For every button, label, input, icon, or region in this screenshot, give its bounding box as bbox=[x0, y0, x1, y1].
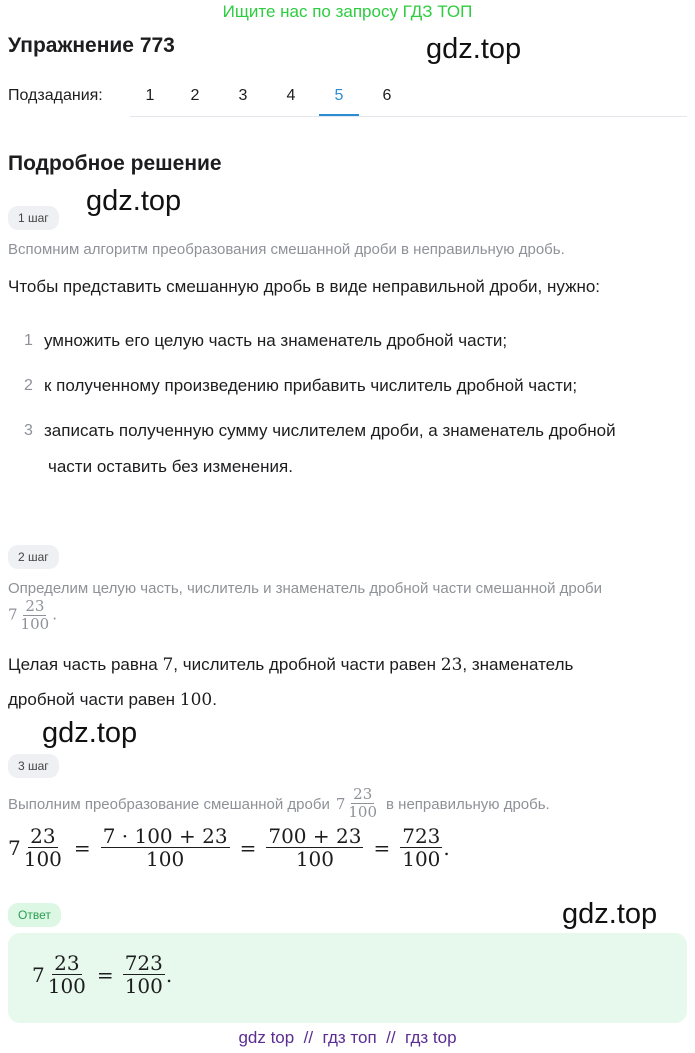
step3-equation: 7 $\frac{23}{100}$ = $\frac{7 \cdot 100 + 23}{100}$ = $\frac{700 + 23}{100}$ = $\frac{723}{100}$ . bbox=[8, 824, 450, 871]
answer-box bbox=[8, 933, 687, 1023]
list-item-1: умножить его целую часть на знаменатель дробной части; bbox=[44, 331, 508, 350]
exercise-title: Упражнение 773 bbox=[8, 34, 175, 57]
step2-hint: Определим целую часть, числитель и знаменатель дробной части смешанной дроби bbox=[8, 580, 603, 597]
answer-badge: Ответ bbox=[8, 903, 61, 927]
step1-hint: Вспомним алгоритм преобразования смешанной дроби в неправильную дробь. bbox=[8, 241, 565, 258]
step2-mixed-fraction: 7 $\frac{23}{100}$ . bbox=[8, 597, 57, 633]
answer-equation: 7 $\frac{23}{100}$ = $\frac{723}{100}$ . bbox=[32, 951, 173, 998]
subtasks-label: Подзадания: bbox=[8, 87, 103, 104]
step2-text-line1: Целая часть равна 7, числитель дробной части равен 23, знаменатель bbox=[8, 655, 574, 675]
step2-text-line2: дробной части равен 100. bbox=[8, 690, 217, 710]
subtasks-tabs bbox=[130, 76, 687, 117]
solution-title: Подробное решение bbox=[8, 152, 222, 175]
subtask-tab-5[interactable]: 5 bbox=[319, 87, 359, 116]
step-badge-2: 2 шаг bbox=[8, 545, 59, 569]
top-banner[interactable]: Ищите нас по запросу ГДЗ ТОП bbox=[222, 2, 473, 21]
subtask-tab-2[interactable]: 2 bbox=[190, 87, 200, 104]
subtask-tab-3[interactable]: 3 bbox=[238, 87, 248, 104]
step-badge-1: 1 шаг bbox=[8, 206, 59, 230]
watermark: gdz.top bbox=[426, 33, 522, 65]
list-number-2: 2 bbox=[24, 377, 33, 394]
list-item-3: записать полученную сумму числителем дроби, а знаменатель дробной bbox=[44, 421, 616, 440]
footer-links[interactable]: gdz top // гдз топ // гдз top bbox=[238, 1028, 457, 1047]
list-number-3: 3 bbox=[24, 422, 33, 439]
subtask-tab-4[interactable]: 4 bbox=[286, 87, 296, 104]
watermark: gdz.top bbox=[42, 717, 138, 749]
list-number-1: 1 bbox=[24, 332, 33, 349]
watermark: gdz.top bbox=[86, 185, 182, 217]
step1-text: Чтобы представить смешанную дробь в виде неправильной дроби, нужно: bbox=[8, 277, 601, 296]
step3-hint: Выполним преобразование смешанной дроби 7 $\frac{23}{100}$ в неправильную дробь. bbox=[8, 785, 550, 822]
watermark: gdz.top bbox=[562, 898, 658, 930]
subtask-tab-1[interactable]: 1 bbox=[145, 87, 155, 104]
step-badge-3: 3 шаг bbox=[8, 754, 59, 778]
subtask-tab-6[interactable]: 6 bbox=[382, 87, 392, 104]
list-item-3-cont: части оставить без изменения. bbox=[48, 457, 293, 476]
list-item-2: к полученному произведению прибавить числитель дробной части; bbox=[44, 376, 578, 395]
